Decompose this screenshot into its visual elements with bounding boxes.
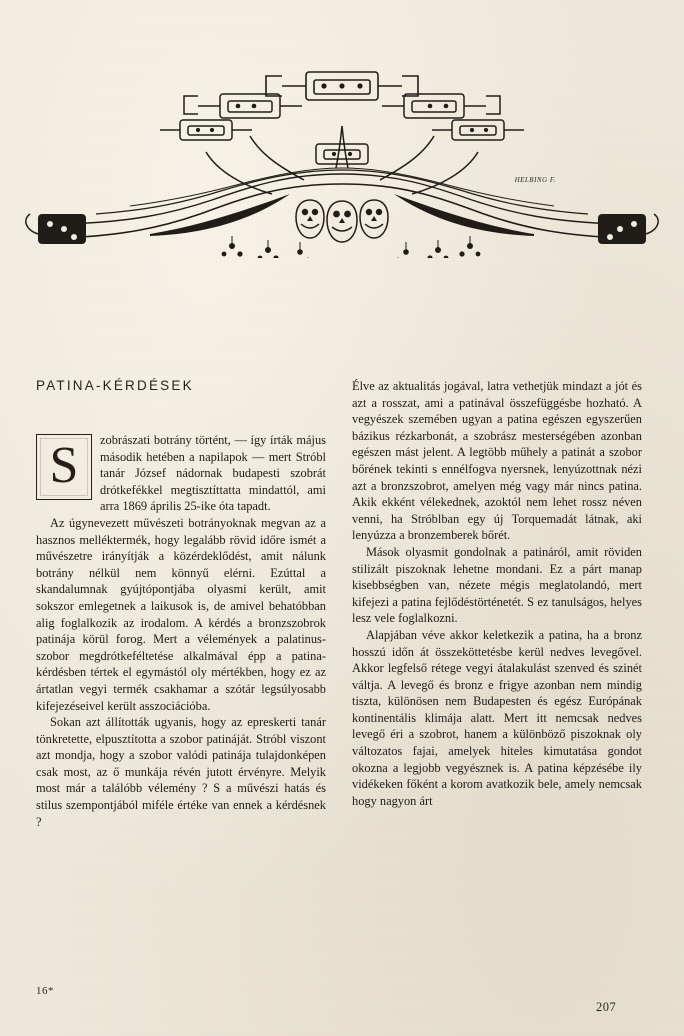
paragraph: Alapjában véve akkor keletkezik a patina, ha a bronz hosszú időn át összeköttetésbe kerül nedves levegővel. Akkor legfelső rétege vegyi átalakulást szenved és szinét váltja. A levegő és bronz e frigye azonban nem mindig tiszta, különösen nem Budapesten és egész Európának kontinentális klimája alatt. Mert itt nemcsak nedves levegő éri a szobrot, hanem a különböző piszoknak oly változatos fajai, amelyek hiteles kimutatása gondot okozna a legjobb vegyésznek is. A patina képzésébe ily vidékeken főként a korom avatkozik bele, amely nemcsak hogy nagyon árt	[352, 627, 642, 808]
drop-cap-letter: S	[36, 434, 92, 500]
paragraph: Sokan azt állították ugyanis, hogy az epreskerti tanár tönkretette, elpusztította a szobor patináját. Stróbl viszont azt mondja, hogy a szobor valódi patinája tulajdonképen csak most, az ő munkája révén jutott érvényre. Melyik most már a találóbb vélemény ? S a művészi hatás és stilus szempontjából miféle értéke van ennek a kérdésnek ?	[36, 715, 326, 829]
left-column	[36, 432, 326, 830]
paragraph: Élve az aktualitás jogával, latra vethetjük mindazt a jót és azt a rosszat, ami a patinával összefüggésbe hozható. A vegyészek szemében ugyan a patina egészen egyszerűen bázikus rézkarbonát, a szobrász mesterségében azonban egészen mást jelent. A legtöbb műhely a patinát a szobor bőrének tekinti s ennélfogva nyersnek, lenyúzottnak nézi azt a bronzszobrot, amelyen még vagy már nincs patina. Akik ekként vélekednek, azoktól nem lehet rossz néven venni, ha Stróblban egy új Torquemadát látnak, aki lenyúzza a bronzemberek bőrét.	[352, 379, 642, 543]
page-title: PATINA-KÉRDÉSEK	[36, 378, 194, 393]
paragraph: zobrászati botrány történt, — így írták május második hetében a napilapok — mert Stróbl tanár József nádornak budapesti szobrát drótkefékkel megtisztíttatta mindattól, ami arra 1869 április 25-ike óta tapadt.	[100, 433, 326, 514]
paragraph: Mások olyasmit gondolnak a patináról, amit röviden stilizált piszoknak lehetne mondani. Ez a párt manap kisebbségben van, nézete mégis meglatolandó, mert kifejezi a patina fejlődéstörténetét. S ez tanulságos, helyes lesz vele foglalkozni.	[352, 544, 642, 626]
paragraph: Az úgynevezett művészeti botrányoknak megvan az a hasznos melléktermék, hogy legalább rövid időre ismét a művészetre irányítják a közérdeklődést, amit nálunk botrány nélkül nem könnyű elérni. Ezúttal a skandalumnak gyújtópontjába olyasmi került, amit sokszor emlegetnek a laikusok is, de amivel behatóbban alig foglalkozik az irodalom. A kérdés a bronzszobrok patinája körül forog. Mert a vélemények a palatinus-szobor megdrótkeféltetése alkalmával épp a patina-kérdésben tértek el egymástól oly mértékben, hogy ez az ártatlan vegyi termék csakhamar a szótár legsúlyosabb kifejezéseivel került asszociációba.	[36, 515, 326, 713]
signature-mark: 16*	[36, 985, 54, 997]
page-number: 207	[596, 1000, 617, 1014]
dropcap-paragraph	[36, 432, 326, 515]
header-ornament	[0, 38, 684, 258]
right-column	[352, 378, 642, 809]
ornament-signature: HELBING F.	[514, 176, 556, 184]
